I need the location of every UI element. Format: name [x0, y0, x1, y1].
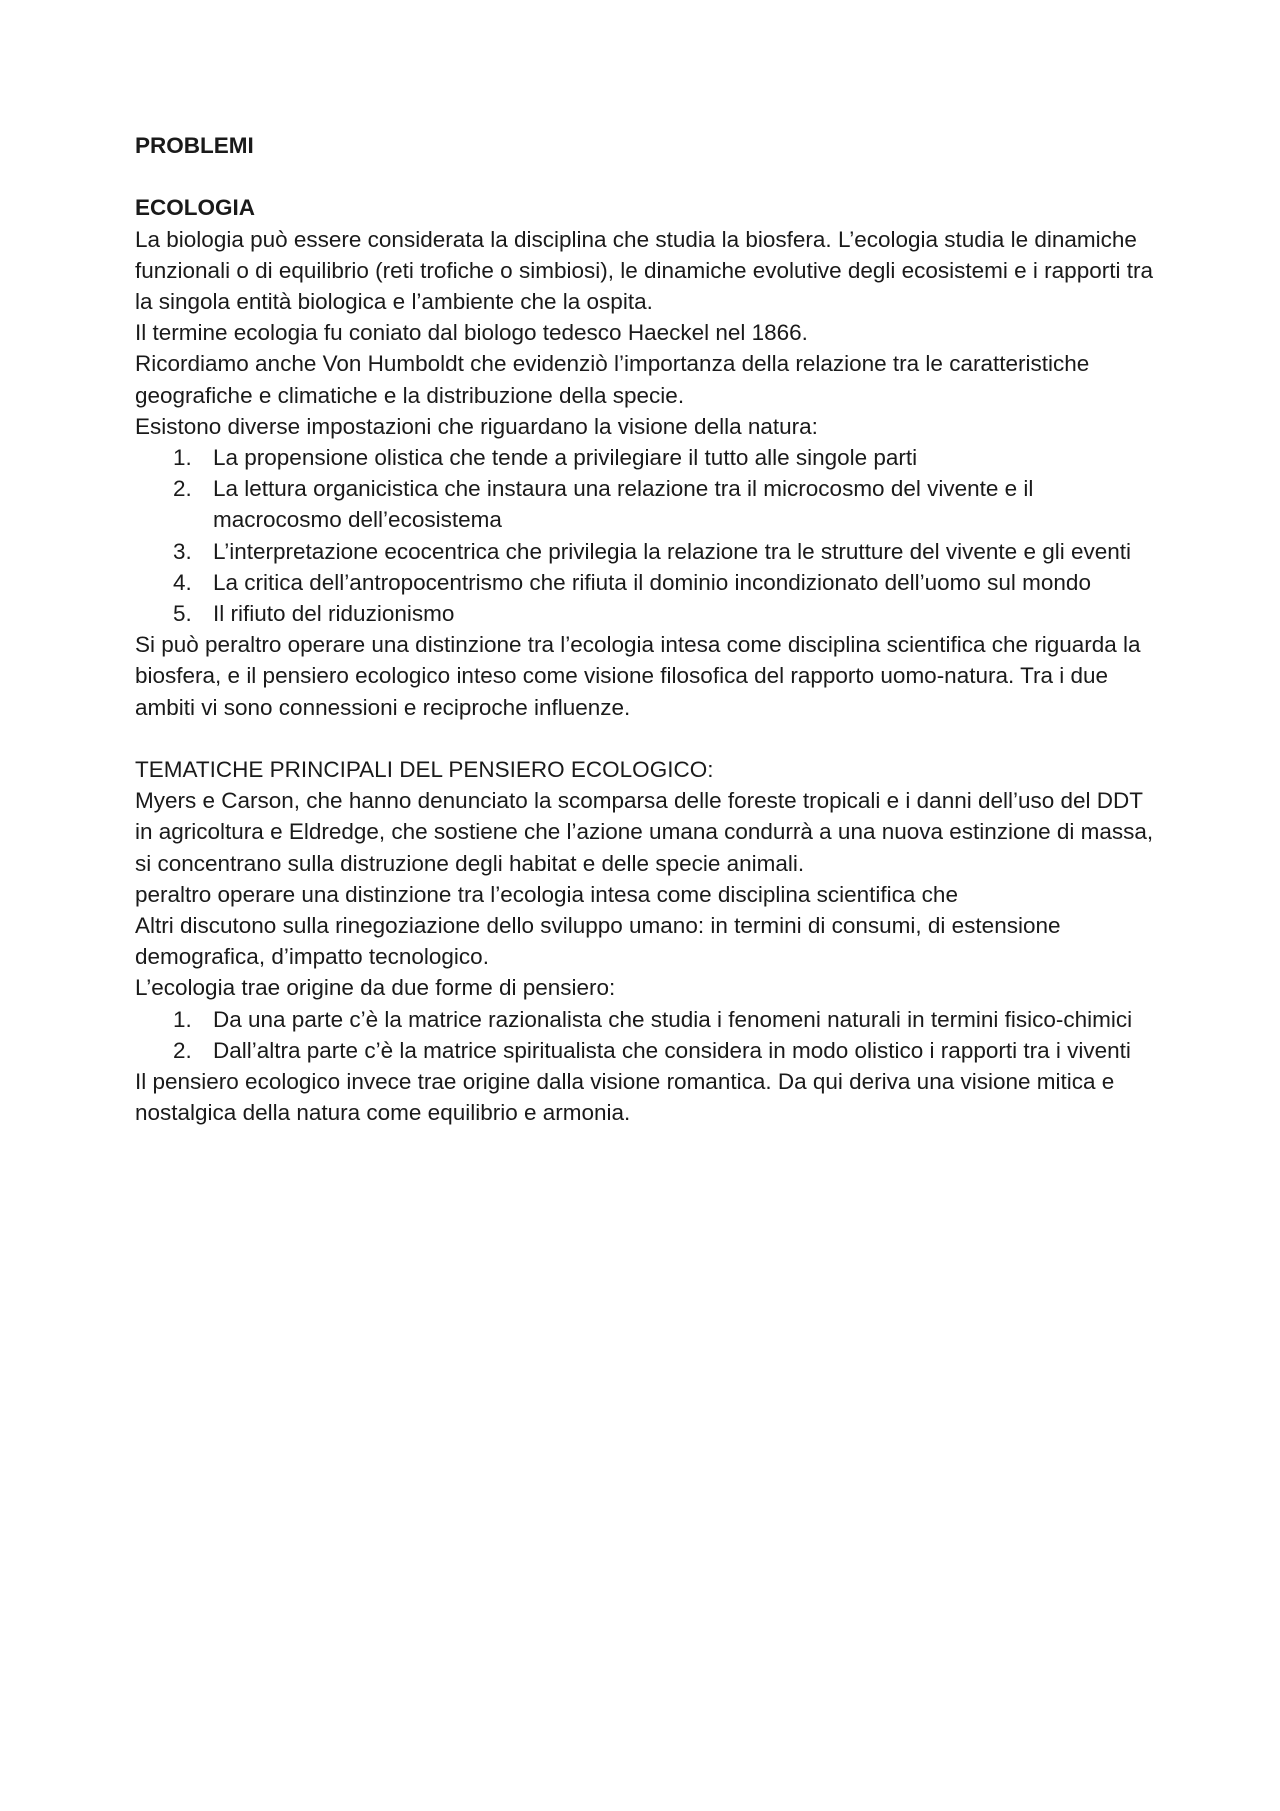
list-item	[135, 1035, 1155, 1066]
spacer	[135, 723, 1155, 754]
list-number: 4.	[173, 569, 192, 595]
section-heading-ecologia: ECOLOGIA	[135, 195, 256, 221]
numbered-list-origins	[135, 1004, 1155, 1066]
list-item-text: Da una parte c’è la matrice razionalista che studia i fenomeni naturali in termini fisico-chimici	[213, 1006, 1133, 1032]
list-number: 3.	[173, 538, 192, 564]
list-item-text: La critica dell’antropocentrismo che rifiuta il dominio incondizionato dell’uomo sul mondo	[213, 569, 1091, 595]
paragraph: Il termine ecologia fu coniato dal biologo tedesco Haeckel nel 1866.	[135, 320, 808, 346]
list-number: 1.	[173, 1006, 192, 1032]
paragraph: Esistono diverse impostazioni che riguardano la visione della natura:	[135, 413, 818, 439]
paragraph: La biologia può essere considerata la disciplina che studia la biosfera. L’ecologia studia le dinamiche funzionali o di equilibrio (reti trofiche o simbiosi), le dinamiche evolutive degli ecosistemi e i rapporti tra la singola entità biologica e l’ambiente che la ospita.	[135, 226, 1160, 314]
list-number: 2.	[173, 1037, 192, 1063]
list-item	[135, 1004, 1155, 1035]
numbered-list-nature-views	[135, 442, 1155, 629]
list-item-text: La lettura organicistica che instaura una relazione tra il microcosmo del vivente e il macrocosmo dell’ecosistema	[213, 476, 1034, 533]
paragraph: Myers e Carson, che hanno denunciato la scomparsa delle foreste tropicali e i danni dell’uso del DDT in agricoltura e Eldredge, che sostiene che l’azione umana condurrà a una nuova estinzione di massa, si concentrano sulla distruzione degli habitat e delle specie animali.	[135, 788, 1160, 876]
list-item-text: Il rifiuto del riduzionismo	[213, 601, 455, 627]
list-item	[135, 598, 1155, 629]
list-item	[135, 442, 1155, 473]
document-page	[135, 130, 1160, 1128]
list-item-text: La propensione olistica che tende a privilegiare il tutto alle singole parti	[213, 445, 918, 471]
list-number: 2.	[173, 476, 192, 502]
paragraph: Altri discutono sulla rinegoziazione dello sviluppo umano: in termini di consumi, di estensione demografica, d’impatto tecnologico.	[135, 913, 1067, 970]
document-title: PROBLEMI	[135, 133, 254, 158]
paragraph: L’ecologia trae origine da due forme di pensiero:	[135, 975, 616, 1001]
list-item	[135, 567, 1155, 598]
section-heading-tematiche: TEMATICHE PRINCIPALI DEL PENSIERO ECOLOGICO:	[135, 757, 714, 783]
list-number: 1.	[173, 445, 192, 471]
spacer	[135, 161, 1155, 192]
list-item-text: Dall’altra parte c’è la matrice spiritualista che considera in modo olistico i rapporti tra i viventi	[213, 1037, 1131, 1063]
paragraph: Ricordiamo anche Von Humboldt che evidenziò l’importanza della relazione tra le caratteristiche geografiche e climatiche e la distribuzione della specie.	[135, 351, 1096, 408]
list-item	[135, 473, 1155, 535]
list-item	[135, 536, 1155, 567]
paragraph: Si può peraltro operare una distinzione tra l’ecologia intesa come disciplina scientifica che riguarda la biosfera, e il pensiero ecologico inteso come visione filosofica del rapporto uomo-natura. Tra i due ambiti vi sono connessioni e reciproche influenze.	[135, 632, 1147, 720]
paragraph: peraltro operare una distinzione tra l’ecologia intesa come disciplina scientifica che	[135, 881, 958, 907]
paragraph-closing: Il pensiero ecologico invece trae origine dalla visione romantica. Da qui deriva una visione mitica e nostalgica della natura come equilibrio e armonia.	[135, 1069, 1121, 1126]
list-item-text: L’interpretazione ecocentrica che privilegia la relazione tra le strutture del vivente e gli eventi	[213, 538, 1132, 564]
list-number: 5.	[173, 601, 192, 627]
